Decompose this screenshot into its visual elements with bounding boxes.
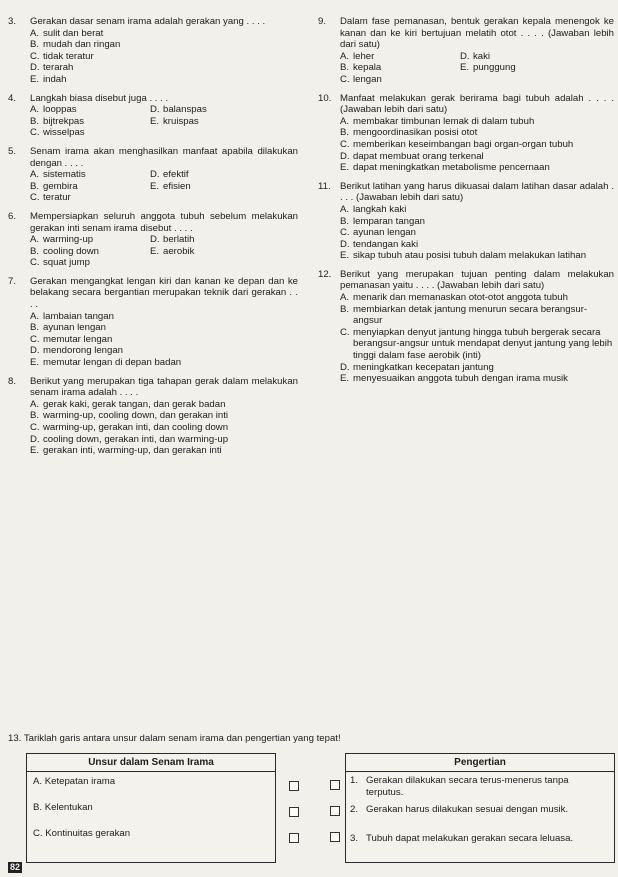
answer-option[interactable] <box>340 304 614 327</box>
question-number: 3. <box>8 16 17 27</box>
pengertian-text: Gerakan harus dilakukan sesuai dengan musik. <box>366 804 569 815</box>
option-text: mendorong lengan <box>43 345 124 357</box>
answer-option[interactable] <box>30 410 298 422</box>
option-text: ayunan lengan <box>43 322 106 334</box>
unsur-table <box>26 753 276 863</box>
option-letter: D. <box>150 104 160 116</box>
option-text: dapat meningkatkan metabolisme pencernaan <box>353 162 550 174</box>
answer-option[interactable] <box>30 62 298 74</box>
option-row <box>30 104 298 116</box>
question-number: 7. <box>8 275 17 287</box>
pengertian-text: Tubuh dapat melakukan gerakan secara leluasa. <box>366 833 574 844</box>
option-text: ayunan lengan <box>353 227 416 239</box>
answer-option[interactable] <box>150 104 207 116</box>
option-text: efektif <box>163 169 189 181</box>
unsur-checkbox-b[interactable] <box>289 807 299 817</box>
option-row <box>30 181 298 193</box>
option-letter: B. <box>340 215 350 227</box>
question-10 <box>318 93 614 174</box>
question-number: 5. <box>8 145 17 157</box>
question-stem <box>318 269 614 292</box>
option-text: mudah dan ringan <box>43 39 121 51</box>
option-text: squat jump <box>43 257 90 269</box>
option-letter: B. <box>340 303 350 315</box>
option-text: indah <box>43 73 67 85</box>
question-7 <box>8 276 298 369</box>
question-number: 4. <box>8 92 17 104</box>
option-text: punggung <box>473 62 516 74</box>
option-letter: E. <box>30 445 40 457</box>
option-row <box>30 246 298 258</box>
option-letter: E. <box>30 357 40 369</box>
matching-instruction: 13. Tariklah garis antara unsur dalam senam irama dan pengertian yang tepat! <box>8 733 341 744</box>
answer-options <box>340 51 614 86</box>
option-letter: D. <box>30 345 40 357</box>
option-text: efisien <box>163 180 191 192</box>
option-row <box>30 234 298 246</box>
question-number: 8. <box>8 375 17 387</box>
pengertian-text: Gerakan dilakukan secara terus-menerus tanpa terputus. <box>366 775 569 798</box>
option-text: gerakan inti, warming-up, dan gerakan inti <box>43 445 222 457</box>
answer-options <box>30 311 298 369</box>
option-row <box>30 116 298 128</box>
option-text: gembira <box>43 180 78 192</box>
answer-option[interactable] <box>30 169 150 181</box>
option-letter: C. <box>340 227 350 239</box>
option-text: sistematis <box>43 169 86 181</box>
answer-option[interactable] <box>340 74 460 86</box>
option-text: wisselpas <box>43 127 85 139</box>
unsur-checkbox-c[interactable] <box>289 833 299 843</box>
option-row <box>340 74 614 86</box>
option-text: teratur <box>43 192 71 204</box>
unsur-item-b: B. Kelentukan <box>33 802 93 813</box>
question-stem <box>8 146 298 169</box>
option-text: lengan <box>353 73 382 85</box>
answer-options <box>30 28 298 86</box>
answer-option[interactable] <box>340 373 614 385</box>
answer-option[interactable] <box>30 434 298 446</box>
option-letter: C. <box>30 333 40 345</box>
answer-options <box>30 399 298 457</box>
answer-option[interactable] <box>460 51 490 63</box>
answer-option[interactable] <box>340 204 614 216</box>
option-letter: D. <box>340 238 350 250</box>
option-letter: C. <box>30 50 40 62</box>
option-letter: D. <box>30 62 40 74</box>
option-text: cooling down, gerakan inti, dan warming-up <box>43 433 229 445</box>
option-letter: E. <box>150 115 160 127</box>
pengertian-number: 3. <box>350 833 359 844</box>
pengertian-number: 2. <box>350 804 359 815</box>
answer-options <box>30 104 298 139</box>
option-text: lemparan tangan <box>353 215 426 227</box>
pengertian-checkbox-1[interactable] <box>330 780 340 790</box>
option-letter: D. <box>150 169 160 181</box>
answer-option[interactable] <box>30 181 150 193</box>
option-text: aerobik <box>163 245 195 257</box>
pengertian-item-3 <box>350 833 608 845</box>
pengertian-table <box>345 753 615 863</box>
option-letter: D. <box>30 433 40 445</box>
option-letter: A. <box>340 292 350 304</box>
option-letter: C. <box>340 138 350 150</box>
answer-option[interactable] <box>30 422 298 434</box>
pengertian-checkbox-2[interactable] <box>330 806 340 816</box>
option-letter: B. <box>30 115 40 127</box>
option-text: meningkatkan kecepatan jantung <box>353 361 494 373</box>
question-stem <box>8 16 298 28</box>
pengertian-table-title: Pengertian <box>346 754 614 772</box>
option-text: menyesuaikan anggota tubuh dengan irama musik <box>353 373 568 385</box>
option-text: terarah <box>43 62 74 74</box>
option-text: tidak teratur <box>43 50 94 62</box>
answer-option[interactable] <box>30 345 298 357</box>
answer-option[interactable] <box>340 250 614 262</box>
answer-option[interactable] <box>150 234 194 246</box>
answer-option[interactable] <box>340 162 614 174</box>
option-letter: A. <box>30 27 40 39</box>
option-text: kruispas <box>163 115 199 127</box>
answer-options <box>340 204 614 262</box>
question-number: 12. <box>318 268 332 280</box>
answer-option[interactable] <box>30 334 298 346</box>
option-text: kaki <box>473 50 491 62</box>
answer-option[interactable] <box>150 169 189 181</box>
answer-option[interactable] <box>340 239 614 251</box>
unsur-item-a: A. Ketepatan irama <box>33 776 116 787</box>
answer-option[interactable] <box>30 257 150 269</box>
option-letter: A. <box>340 115 350 127</box>
option-letter: A. <box>30 310 40 322</box>
answer-option[interactable] <box>30 311 298 323</box>
option-text: warming-up, cooling down, dan gerakan inti <box>43 410 229 422</box>
option-text: looppas <box>43 104 77 116</box>
answer-option[interactable] <box>340 62 460 74</box>
answer-option[interactable] <box>340 127 614 139</box>
option-text: langkah kaki <box>353 203 407 215</box>
answer-option[interactable] <box>340 327 614 362</box>
answer-option[interactable] <box>30 74 298 86</box>
left-column <box>8 16 298 464</box>
question-8 <box>8 376 298 457</box>
unsur-item-c: C. Kontinuitas gerakan <box>33 828 131 839</box>
option-letter: C. <box>30 192 40 204</box>
question-11 <box>318 181 614 262</box>
option-letter: E. <box>340 373 350 385</box>
answer-option[interactable] <box>30 104 150 116</box>
pengertian-item-1 <box>350 775 608 798</box>
question-text: Manfaat melakukan gerak berirama bagi tubuh adalah . . . . (Jawaban lebih dari satu) <box>340 92 614 116</box>
answer-option[interactable] <box>30 116 150 128</box>
answer-options <box>340 292 614 385</box>
answer-option[interactable] <box>30 234 150 246</box>
option-letter: D. <box>340 150 350 162</box>
pengertian-number: 1. <box>350 775 359 786</box>
question-text: Langkah biasa disebut juga . . . . <box>30 92 169 104</box>
answer-option[interactable] <box>30 357 298 369</box>
question-number: 11. <box>318 180 331 192</box>
question-stem <box>318 93 614 116</box>
question-number: 9. <box>318 16 327 27</box>
answer-option[interactable] <box>30 445 298 457</box>
option-letter: B. <box>30 180 40 192</box>
option-letter: C. <box>30 257 40 269</box>
option-letter: E. <box>340 162 350 174</box>
question-text: Berikut latihan yang harus dikuasai dalam latihan dasar adalah . . . . (Jawaban lebih dari satu) <box>340 180 614 204</box>
option-text: menyiapkan denyut jantung hingga tubuh bergerak secara berangsur-angsur untuk mendapat denyut jantung yang lebih tinggi dalam fase aerobik (inti) <box>353 326 613 362</box>
pengertian-item-2 <box>350 804 608 816</box>
question-5 <box>8 146 298 204</box>
option-text: membiarkan detak jantung menurun secara berangsur-angsur <box>353 303 588 327</box>
option-row <box>340 62 614 74</box>
question-stem <box>8 276 298 311</box>
question-4 <box>8 93 298 139</box>
option-letter: E. <box>150 245 160 257</box>
answer-option[interactable] <box>30 28 298 40</box>
question-9 <box>318 16 614 86</box>
page-number: 82 <box>10 862 21 872</box>
option-letter: A. <box>340 50 350 62</box>
question-number: 10. <box>318 92 332 104</box>
right-column <box>318 16 614 392</box>
option-text: dapat membuat orang terkenal <box>353 150 484 162</box>
answer-option[interactable] <box>30 192 150 204</box>
option-row <box>30 257 298 269</box>
answer-option[interactable] <box>30 51 298 63</box>
option-letter: E. <box>340 250 350 262</box>
option-letter: E. <box>460 62 470 74</box>
question-stem <box>8 211 298 234</box>
question-text: Senam irama akan menghasilkan manfaat apabila dilakukan dengan . . . . <box>30 145 298 169</box>
question-stem <box>8 93 298 105</box>
option-letter: A. <box>30 234 40 246</box>
answer-option[interactable] <box>340 151 614 163</box>
option-text: gerak kaki, gerak tangan, dan gerak badan <box>43 398 226 410</box>
option-text: warming-up <box>43 234 94 246</box>
option-letter: D. <box>150 234 160 246</box>
answer-option[interactable] <box>30 399 298 411</box>
answer-option[interactable] <box>30 127 150 139</box>
option-letter: B. <box>30 410 40 422</box>
option-text: leher <box>353 50 375 62</box>
answer-option[interactable] <box>340 216 614 228</box>
option-letter: A. <box>340 203 350 215</box>
option-row <box>340 51 614 63</box>
option-text: memberikan keseimbangan bagi organ-organ tubuh <box>353 138 574 150</box>
answer-option[interactable] <box>340 227 614 239</box>
option-text: mengoordinasikan posisi otot <box>353 127 478 139</box>
option-letter: B. <box>30 245 40 257</box>
option-text: memutar lengan di depan badan <box>43 357 182 369</box>
question-3 <box>8 16 298 86</box>
option-text: sikap tubuh atau posisi tubuh dalam melakukan latihan <box>353 250 587 262</box>
option-text: balanspas <box>163 104 207 116</box>
option-letter: C. <box>340 73 350 85</box>
answer-option[interactable] <box>150 116 199 128</box>
answer-option[interactable] <box>340 362 614 374</box>
option-letter: B. <box>30 322 40 334</box>
option-letter: C. <box>30 127 40 139</box>
answer-option[interactable] <box>150 181 191 193</box>
answer-options <box>340 116 614 174</box>
question-6 <box>8 211 298 269</box>
option-letter: B. <box>340 127 350 139</box>
answer-options <box>30 169 298 204</box>
answer-option[interactable] <box>340 116 614 128</box>
question-text: Dalam fase pemanasan, bentuk gerakan kepala menengok ke kanan dan ke kiri bertujuan melatih otot . . . . (Jawaban lebih dari satu) <box>340 16 614 51</box>
answer-option[interactable] <box>30 322 298 334</box>
option-letter: E. <box>30 73 40 85</box>
answer-option[interactable] <box>340 292 614 304</box>
option-text: tendangan kaki <box>353 238 419 250</box>
question-number: 6. <box>8 210 17 222</box>
option-letter: B. <box>340 62 350 74</box>
question-stem <box>318 181 614 204</box>
option-text: berlatih <box>163 234 195 246</box>
option-text: sulit dan berat <box>43 27 104 39</box>
option-row <box>30 169 298 181</box>
option-text: cooling down <box>43 245 100 257</box>
question-text: Gerakan mengangkat lengan kiri dan kanan ke depan dan ke belakang secara bergantian merupakan teknik dari gerakan . . . . <box>30 275 298 311</box>
question-stem <box>8 376 298 399</box>
question-text: Berikut yang merupakan tujuan penting dalam melakukan pemanasan yaitu . . . . (Jawaban lebih dari satu) <box>340 268 614 292</box>
option-letter: A. <box>30 104 40 116</box>
pengertian-checkbox-3[interactable] <box>330 832 340 842</box>
question-text: Gerakan dasar senam irama adalah gerakan yang . . . . <box>30 16 266 27</box>
answer-option[interactable] <box>30 246 150 258</box>
option-letter: C. <box>30 422 40 433</box>
unsur-table-title: Unsur dalam Senam Irama <box>27 754 275 772</box>
option-letter: A. <box>30 169 40 181</box>
unsur-checkbox-a[interactable] <box>289 781 299 791</box>
question-text: Berikut yang merupakan tiga tahapan gerak dalam melakukan senam irama adalah . . . . <box>30 375 298 399</box>
answer-option[interactable] <box>150 246 194 258</box>
option-row <box>30 192 298 204</box>
option-letter: D. <box>340 361 350 373</box>
option-letter: E. <box>150 180 160 192</box>
option-letter: A. <box>30 398 40 410</box>
option-text: membakar timbunan lemak di dalam tubuh <box>353 115 535 127</box>
option-text: memutar lengan <box>43 333 113 345</box>
option-text: bijtrekpas <box>43 115 85 127</box>
option-text: lambaian tangan <box>43 310 114 322</box>
option-text: kepala <box>353 62 382 74</box>
answer-options <box>30 234 298 269</box>
option-letter: D. <box>460 50 470 62</box>
option-row <box>30 127 298 139</box>
question-12 <box>318 269 614 385</box>
answer-option[interactable] <box>340 51 460 63</box>
answer-option[interactable] <box>340 139 614 151</box>
option-letter: C. <box>340 326 350 338</box>
option-text: warming-up, gerakan inti, dan cooling down <box>43 422 229 433</box>
answer-option[interactable] <box>460 62 516 74</box>
option-text: menarik dan memanaskan otot-otot anggota tubuh <box>353 292 568 304</box>
question-stem <box>318 16 614 51</box>
option-letter: B. <box>30 39 40 51</box>
answer-option[interactable] <box>30 39 298 51</box>
question-text: Mempersiapkan seluruh anggota tubuh sebelum melakukan gerakan inti senam irama disebut . . . . <box>30 210 298 234</box>
